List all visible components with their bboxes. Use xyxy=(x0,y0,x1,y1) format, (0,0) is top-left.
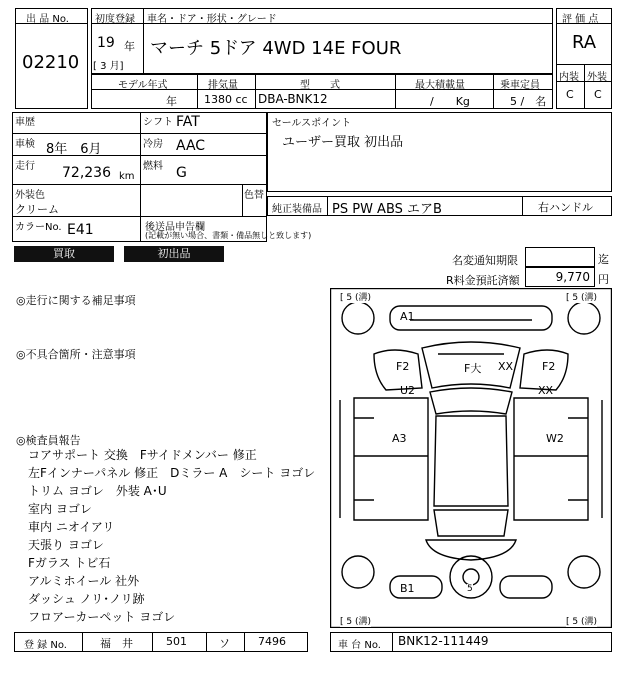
report-line: ダッシュ ノリ･ノリ跡 xyxy=(28,592,145,606)
shift-value: FAT xyxy=(176,114,200,130)
mileage-label: 走行 xyxy=(15,161,35,172)
type-label: 型 式 xyxy=(300,80,340,91)
report-line: トリム ヨゴレ 外装 A･U xyxy=(28,484,167,498)
max-load-label: 最大積載量 xyxy=(415,80,465,91)
displacement-label: 排気量 xyxy=(208,80,238,91)
max-load-value: / Kg xyxy=(430,95,470,108)
recycle-value-box xyxy=(525,267,595,287)
mark-f-large: F大 xyxy=(464,362,482,375)
exterior-value: C xyxy=(594,88,602,101)
registration-class: 501 xyxy=(166,635,187,648)
mileage-value: 72,236 xyxy=(62,165,111,181)
score-value: RA xyxy=(572,32,597,53)
model-year-label: モデル年式 xyxy=(118,80,168,91)
mark-a1: A1 xyxy=(400,310,415,323)
car-damage-diagram xyxy=(330,288,612,628)
report-line: 天張り ヨゴレ xyxy=(28,538,104,552)
mark-w2: W2 xyxy=(546,432,564,445)
car-name-value: マーチ 5ドア 4WD 14E FOUR xyxy=(150,38,402,59)
car-outline-icon xyxy=(330,288,612,628)
recycle-unit: 円 xyxy=(598,273,609,286)
model-year-value: 年 xyxy=(166,95,177,108)
first-listing-tag: 初出品 xyxy=(124,246,224,262)
year-unit: 年 xyxy=(124,40,135,53)
report-line: フロアーカーペット ヨゴレ xyxy=(28,610,176,624)
registration-number: 7496 xyxy=(258,635,286,648)
fuel-label: 燃料 xyxy=(143,161,163,172)
interior-value: C xyxy=(566,88,574,101)
inspection-label: 車検 xyxy=(15,139,35,150)
steering-value: 右ハンドル xyxy=(538,201,593,214)
sales-point-value: ユーザー買取 初出品 xyxy=(282,135,404,150)
capacity-label: 乗車定員 xyxy=(500,80,540,91)
interior-label: 内装 xyxy=(559,72,579,83)
mark-xx-right: XX xyxy=(538,384,554,397)
type-value: DBA-BNK12 xyxy=(258,92,328,106)
report-line: アルミホイール 社外 xyxy=(28,574,140,588)
shift-label: シフト xyxy=(143,117,173,128)
mark-u2: U2 xyxy=(400,384,416,397)
aftermarket-label: 後送品申告欄 xyxy=(145,222,205,233)
tire-rear-left-depth: [ 5 (溝) xyxy=(340,614,371,627)
vin-label: 車 台 No. xyxy=(338,640,381,651)
aftermarket-note: (記載が無い場合、書類・備品無しと致します) xyxy=(145,231,312,240)
color-change-label: 色替 xyxy=(244,190,264,201)
report-line: 左Fインナーパネル 修正 Dミラー A シート ヨゴレ xyxy=(28,466,316,480)
tire-front-left-depth: [ 5 (溝) xyxy=(340,290,371,303)
lot-number-label: 出 品 No. xyxy=(26,14,69,25)
exterior-color-value: クリーム xyxy=(15,203,59,216)
mileage-unit: km xyxy=(119,171,135,182)
spare-tire-depth: 5 xyxy=(467,584,473,594)
registration-region: 福 井 xyxy=(100,637,133,650)
recycle-label: R料金預託済額 xyxy=(446,274,520,287)
inspection-value: 8年 6月 xyxy=(46,142,102,157)
name-change-unit: 迄 xyxy=(598,253,609,266)
equipment-label: 純正装備品 xyxy=(272,204,322,215)
sales-point-label: セールスポイント xyxy=(272,118,352,129)
report-line: Fガラス トビ石 xyxy=(28,556,111,570)
ac-label: 冷房 xyxy=(143,139,163,150)
fuel-value: G xyxy=(176,165,187,181)
first-registration-month: [ 3 月] xyxy=(93,61,124,72)
registration-kana: ソ xyxy=(219,637,230,650)
recycle-value: 9,770 xyxy=(555,270,590,284)
lot-number-value: 02210 xyxy=(22,52,80,73)
driving-notes-label: ◎走行に関する補足事項 xyxy=(16,294,136,307)
mark-f2-left: F2 xyxy=(396,360,410,373)
score-label: 評 価 点 xyxy=(562,14,599,25)
tire-front-right-depth: [ 5 (溝) xyxy=(566,290,597,303)
buy-tag: 買取 xyxy=(14,246,114,262)
mark-f2-right: F2 xyxy=(542,360,556,373)
registration-label: 登 録 No. xyxy=(24,640,67,651)
displacement-value: 1380 cc xyxy=(204,93,248,106)
capacity-value: 5 / 名 xyxy=(510,95,547,108)
color-no-label: カラーNo. xyxy=(15,222,62,233)
ac-value: AAC xyxy=(176,138,206,154)
mark-b1: B1 xyxy=(400,582,415,595)
name-change-label: 名変通知期限 xyxy=(452,254,518,267)
report-line: 車内 ニオイアリ xyxy=(28,520,115,534)
exterior-color-label: 外装色 xyxy=(15,190,45,201)
mark-xx-center: XX xyxy=(498,360,514,373)
report-line: コアサポート 交換 Fサイドメンバー 修正 xyxy=(28,448,257,462)
history-label: 車歴 xyxy=(15,117,35,128)
tire-rear-right-depth: [ 5 (溝) xyxy=(566,614,597,627)
color-no-value: E41 xyxy=(67,222,94,238)
inspector-report-label: ◎検査員報告 xyxy=(16,434,81,447)
report-line: 室内 ヨゴレ xyxy=(28,502,92,516)
first-registration-year: 19 xyxy=(97,35,115,51)
name-change-value-box xyxy=(525,247,595,267)
exterior-label: 外装 xyxy=(587,72,607,83)
equipment-value: PS PW ABS エアB xyxy=(332,202,442,217)
first-registration-label: 初度登録 xyxy=(95,14,135,25)
mark-a3: A3 xyxy=(392,432,407,445)
vin-value: BNK12-111449 xyxy=(398,634,489,648)
defect-notes-label: ◎不具合箇所・注意事項 xyxy=(16,348,136,361)
car-name-label: 車名・ドア・形状・グレード xyxy=(147,14,277,25)
